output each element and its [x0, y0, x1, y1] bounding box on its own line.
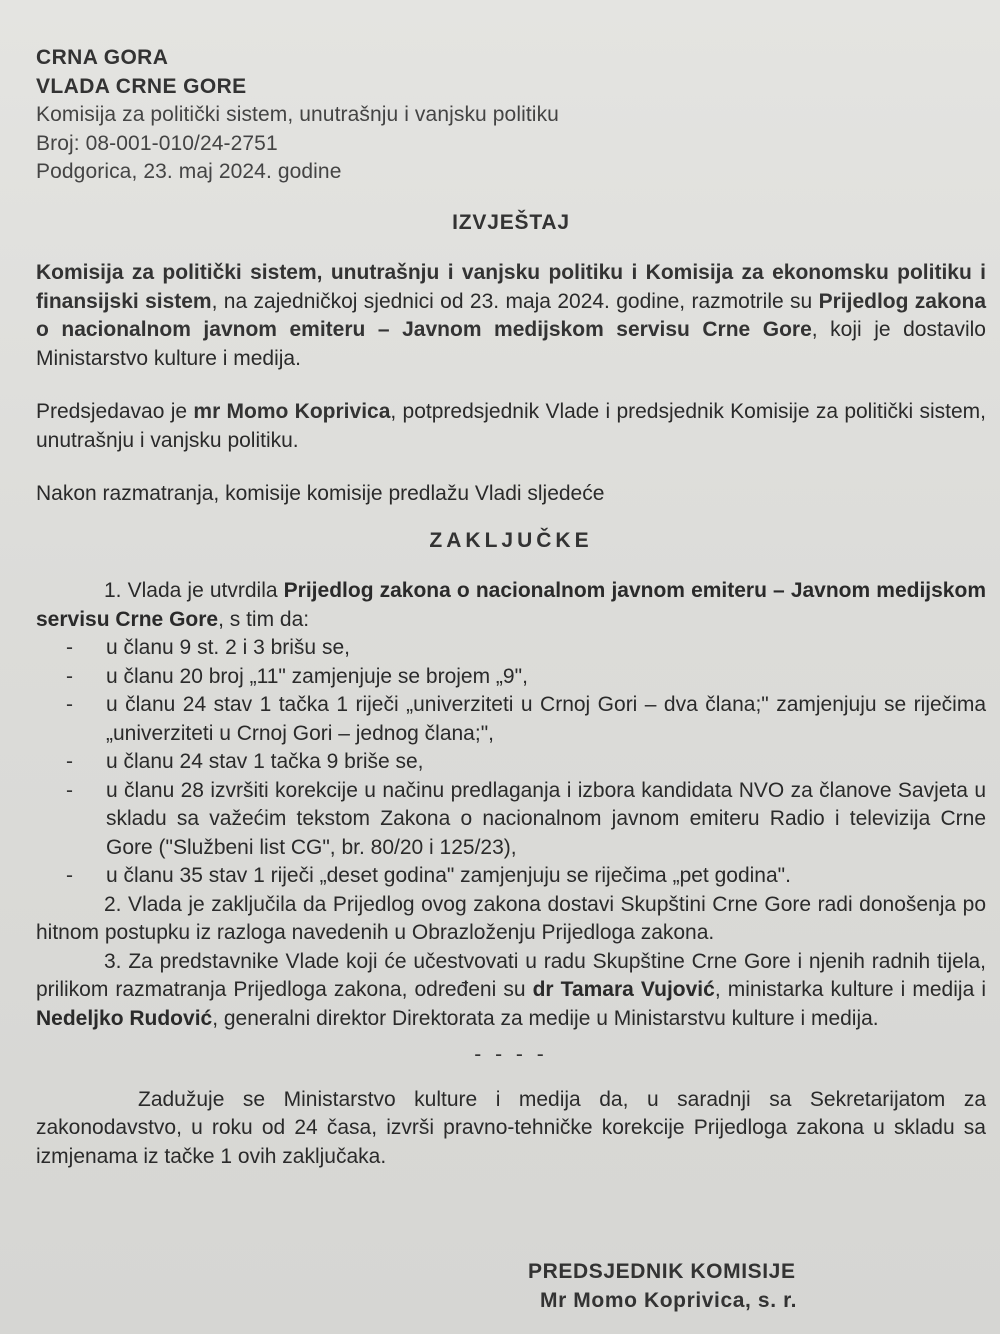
signature-role: PREDSJEDNIK KOMISIJE — [528, 1260, 796, 1283]
conclusions-title: ZAKLJUČKE — [429, 528, 593, 552]
document-title: IZVJEŠTAJ — [452, 210, 570, 234]
signature-block — [528, 1258, 797, 1315]
item1-text-2: , s tim da: — [218, 607, 310, 631]
item1-law-title: Prijedlog zakona o nacionalnom javnom emiteru – Javnom medijskom servisu Crne Gore — [36, 579, 986, 631]
amendment-item: - u članu 9 st. 2 i 3 brišu se, — [66, 634, 986, 663]
amendment-item: - u članu 28 izvršiti korekcije u načinu predlaganja i izbora kandidata NVO za članove Savjeta u skladu sa važećim tekstom Zakona o nacionalnom javnom emiteru Radio i televizija Crne Gore ("Službeni list CG", br. 80/20 i 125/23), — [66, 777, 986, 863]
intro-commissions: Komisija za politički sistem, unutrašnju i vanjsku politiku i Komisija za ekonomsku politiku i finansijski sistem — [36, 261, 986, 313]
header-number: Broj: 08-001-010/24-2751 — [36, 131, 278, 155]
closing-paragraph: Zadužuje se Ministarstvo kulture i medija da, u saradnji sa Sekretarijatom za zakonodavstvo, u roku od 24 časa, izvrši pravno-tehničke korekcije Prijedloga zakona u skladu sa izmjenama iz tačke 1 ovih zaključaka. — [36, 1087, 986, 1168]
amendment-item: - u članu 20 broj „11" zamjenjuje se brojem „9", — [66, 663, 986, 692]
item3-text-1: 3. Za predstavnike Vlade koji će učestvovati u radu Skupštine Crne Gore i njenih radnih tijela, prilikom razmatranja Prijedloga zakona, određeni su — [36, 949, 986, 1001]
separator: - - - - — [474, 1043, 548, 1066]
item1-text-1: 1. Vlada je utvrdila — [104, 579, 284, 602]
amendment-item: - u članu 24 stav 1 tačka 9 briše se, — [66, 748, 986, 777]
amendment-item: - u članu 35 stav 1 riječi „deset godina" zamjenjuju se riječima „pet godina". — [66, 862, 986, 891]
header-government: VLADA CRNE GORE — [36, 74, 247, 98]
amendment-item: - u članu 24 stav 1 tačka 1 riječi „univerziteti u Crnoj Gori – dva člana;" zamjenjuju se riječima „univerziteti u Crnoj Gori – jednog člana;", — [66, 691, 986, 748]
header-country: CRNA GORA — [36, 46, 169, 69]
chair-text-2: , potpredsjednik Vlade i predsjednik Komisije za politički sistem, unutrašnju i vanjsku politiku. — [36, 400, 986, 452]
header-commission: Komisija za politički sistem, unutrašnju i vanjsku politiku — [36, 103, 559, 126]
item3-text-3: , generalni direktor Direktorata za medije u Ministarstvu kulture i medija. — [212, 1006, 879, 1030]
document-header — [36, 44, 986, 187]
amendments-list — [36, 634, 986, 891]
intro-law-title: Prijedlog zakona o nacionalnom javnom emiteru – Javnom medijskom servisu Crne Gore — [36, 289, 986, 341]
chair-paragraph — [36, 398, 986, 455]
item3-director: Nedeljko Rudović — [36, 1006, 213, 1030]
intro-text-1: , na zajedničkoj sjednici od 23. maja 2024. godine, razmotrile su — [211, 289, 819, 313]
after-paragraph: Nakon razmatranja, komisije komisije predlažu Vladi sljedeće — [36, 482, 605, 505]
intro-paragraph — [36, 259, 986, 373]
item3-text-2: , ministarka kulture i medija i — [714, 978, 986, 1001]
conclusion-item-2: 2. Vlada je zaključila da Prijedlog ovog zakona dostavi Skupštini Crne Gore radi donošenja po hitnom postupku iz razloga navedenih u Obrazloženju Prijedloga zakona. — [36, 892, 986, 944]
conclusion-item-3 — [36, 948, 986, 1034]
chair-name: mr Momo Koprivica — [193, 400, 391, 423]
item3-minister: dr Tamara Vujović — [532, 978, 715, 1001]
chair-text-1: Predsjedavao je — [36, 400, 194, 423]
header-place-date: Podgorica, 23. maj 2024. godine — [36, 160, 342, 183]
signature-name: Mr Momo Koprivica, s. r. — [540, 1288, 798, 1312]
intro-text-2: , koji je dostavilo Ministarstvo kulture i medija. — [36, 318, 986, 370]
conclusion-item-1 — [36, 577, 986, 634]
